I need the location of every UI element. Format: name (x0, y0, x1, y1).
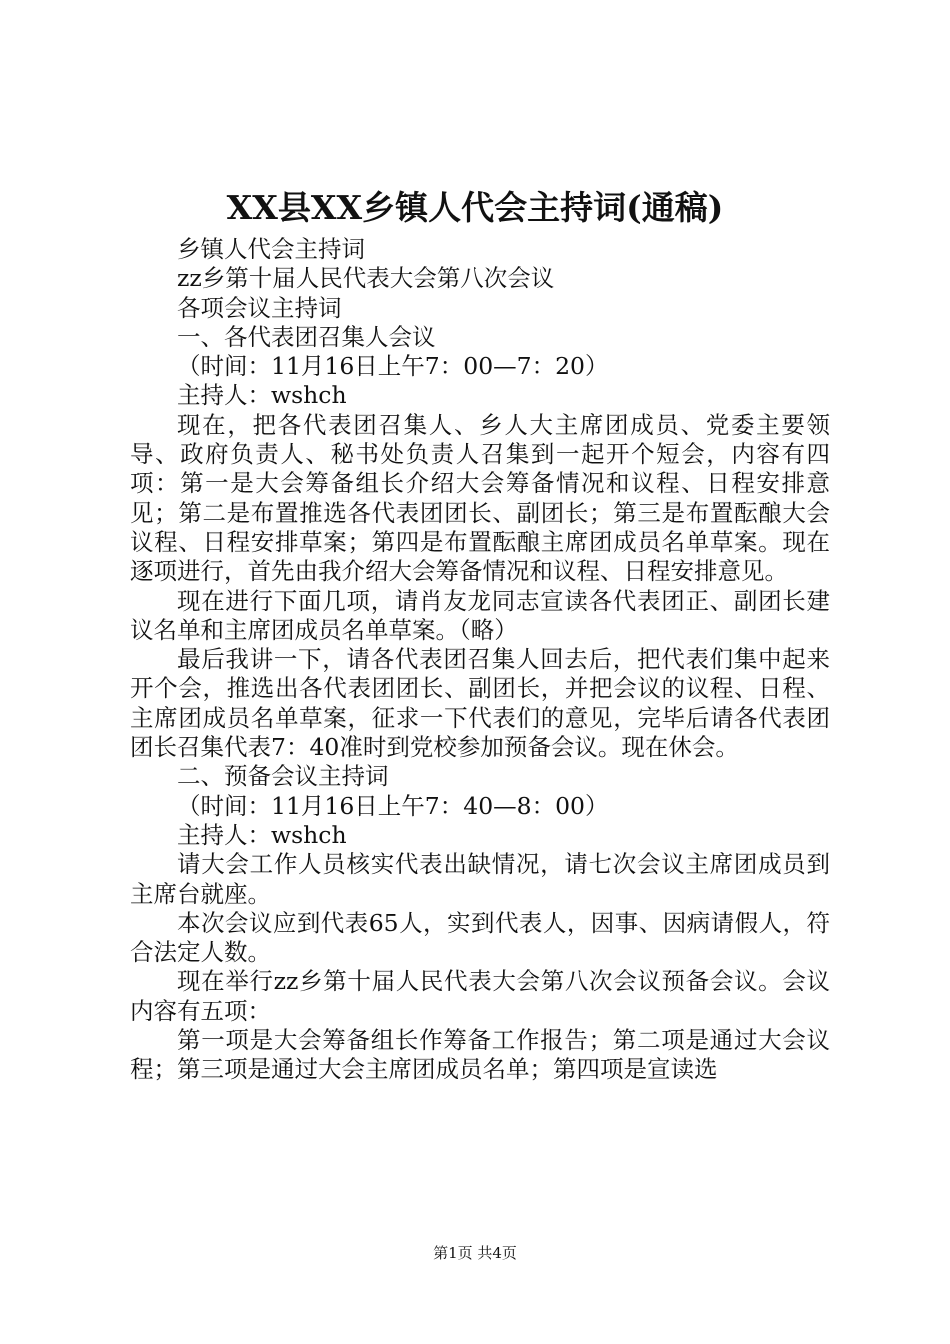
paragraph: 主持人：wshch (177, 820, 347, 849)
paragraph: 第一项是大会筹备组长作筹备工作报告；第二项是通过大会议程；第三项是通过大会主席团成员名单；第四项是宣读选 (130, 1026, 830, 1084)
paragraph: 乡镇人代会主持词 (177, 235, 365, 263)
paragraph: 主持人：wshch (177, 381, 347, 410)
paragraph: 请大会工作人员核实代表出缺情况，请七次会议主席团成员到主席台就座。 (130, 850, 830, 908)
page-footer: 第1页 共4页 (433, 1244, 517, 1262)
section-heading: 二、预备会议主持词 (177, 762, 389, 791)
paragraph: zz乡第十届人民代表大会第八次会议 (177, 264, 555, 293)
paragraph: 本次会议应到代表65人，实到代表人，因事、因病请假人，符合法定人数。 (130, 908, 830, 967)
document-body (130, 235, 830, 1085)
paragraph: 最后我讲一下，请各代表团召集人回去后，把代表们集中起来开个会，推选出各代表团团长、副团长，并把会议的议程、日程、主席团成员名单草案，征求一下代表们的意见，完毕后请各代表团团长召集代表7：40准时到党校参加预备会议。现在休会。 (130, 645, 830, 762)
paragraph: （时间：11月16日上午7：00—7：20） (177, 352, 609, 381)
paragraph: （时间：11月16日上午7：40—8：00） (177, 791, 609, 820)
document-title: XX县XX乡镇人代会主持词(通稿) (226, 188, 724, 227)
paragraph: 各项会议主持词 (177, 293, 342, 322)
paragraph: 现在，把各代表团召集人、乡人大主席团成员、党委主要领导、政府负责人、秘书处负责人召集到一起开个短会，内容有四项：第一是大会筹备组长介绍大会筹备情况和议程、日程安排意见；第二是布置推选各代表团团长、副团长；第三是布置酝酿大会议程、日程安排草案；第四是布置酝酿主席团成员名单草案。现在逐项进行，首先由我介绍大会筹备情况和议程、日程安排意见。 (130, 410, 830, 586)
paragraph: 现在举行zz乡第十届人民代表大会第八次会议预备会议。会议内容有五项： (130, 967, 830, 1025)
paragraph: 现在进行下面几项，请肖友龙同志宣读各代表团正、副团长建议名单和主席团成员名单草案。（略） (130, 586, 830, 644)
section-heading: 一、各代表团召集人会议 (177, 322, 436, 351)
